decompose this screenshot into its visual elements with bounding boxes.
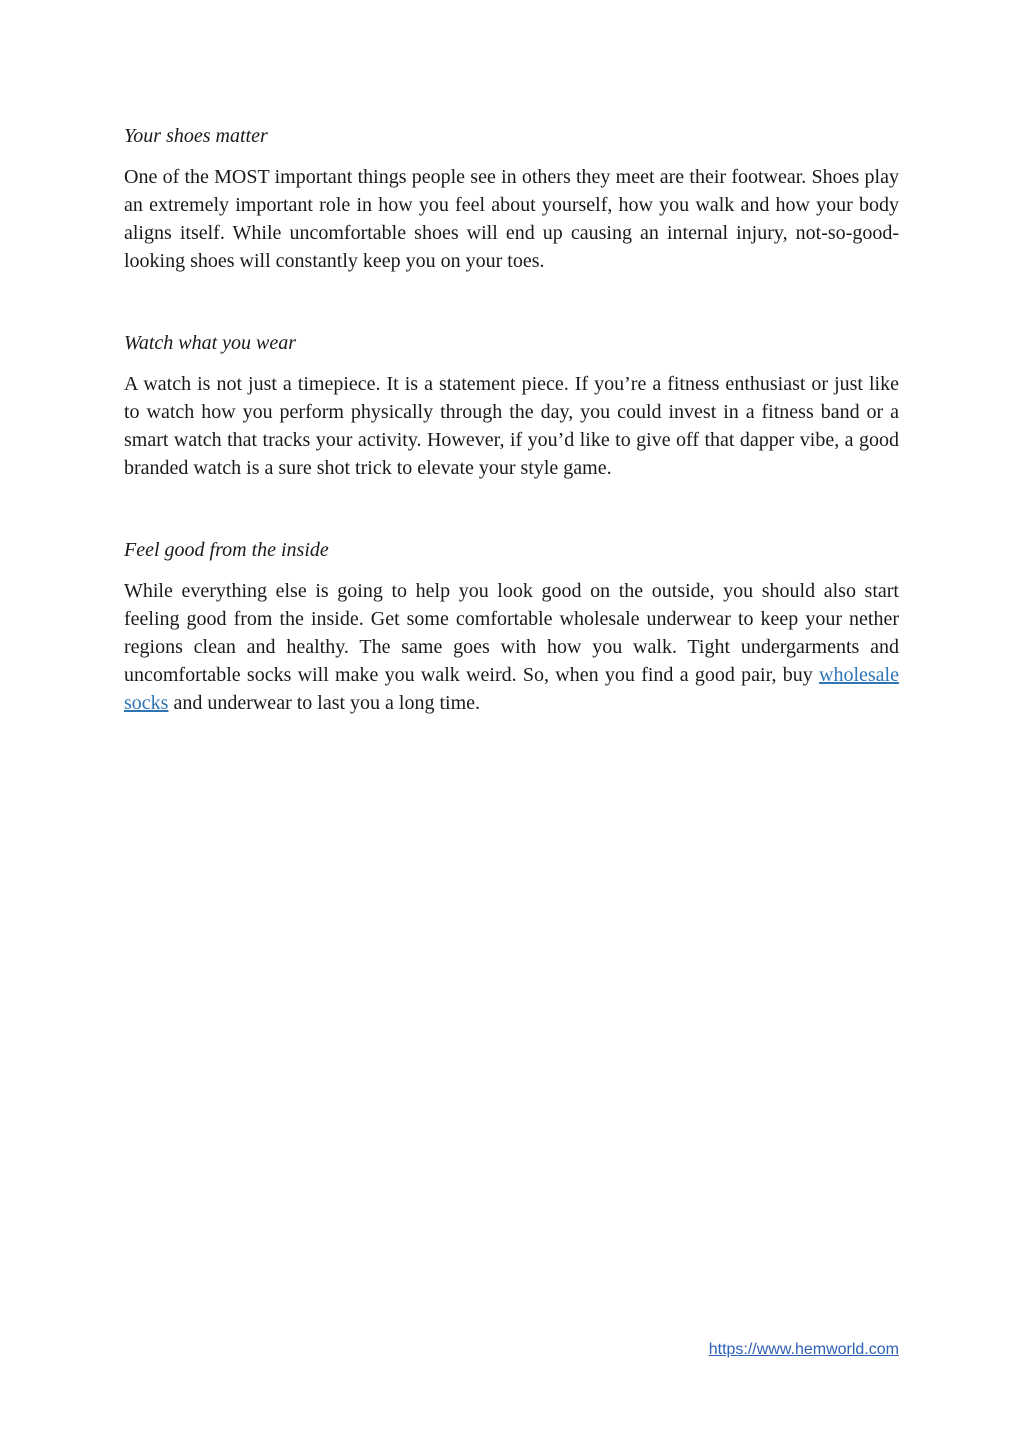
section-watch [124,329,899,482]
section-heading: Watch what you wear [124,332,297,354]
section-heading: Your shoes matter [124,125,268,147]
section-paragraph [124,577,899,717]
wholesale-socks-link[interactable]: wholesale socks [124,664,899,714]
section-inside [124,536,899,717]
paragraph-text-before-link: While everything else is going to help you look good on the outside, you should also start feeling good from the inside. Get some comfortable wholesale underwear to keep your nether regions clean and healthy. The same goes with how you walk. Tight undergarments and uncomfortable socks will make you walk weird. So, when you find a good pair, buy [124,580,899,686]
paragraph-text-after-link: and underwear to last you a long time. [168,692,481,714]
section-shoes [124,122,899,275]
section-paragraph: A watch is not just a timepiece. It is a statement piece. If you’re a fitness enthusiast or just like to watch how you perform physically through the day, you could invest in a fitness band or a smart watch that tracks your activity. However, if you’d like to give off that dapper vibe, a good branded watch is a sure shot trick to elevate your style game. [124,373,899,479]
section-heading: Feel good from the inside [124,539,329,561]
document-body [124,122,899,771]
section-paragraph: One of the MOST important things people see in others they meet are their footwear. Shoes play an extremely important role in how you feel about yourself, how you walk and how your body aligns itself. While uncomfortable shoes will end up causing an internal injury, not-so-good-looking shoes will constantly keep you on your toes. [124,166,899,272]
footer-website-link[interactable]: https://www.hemworld.com [708,1341,899,1358]
